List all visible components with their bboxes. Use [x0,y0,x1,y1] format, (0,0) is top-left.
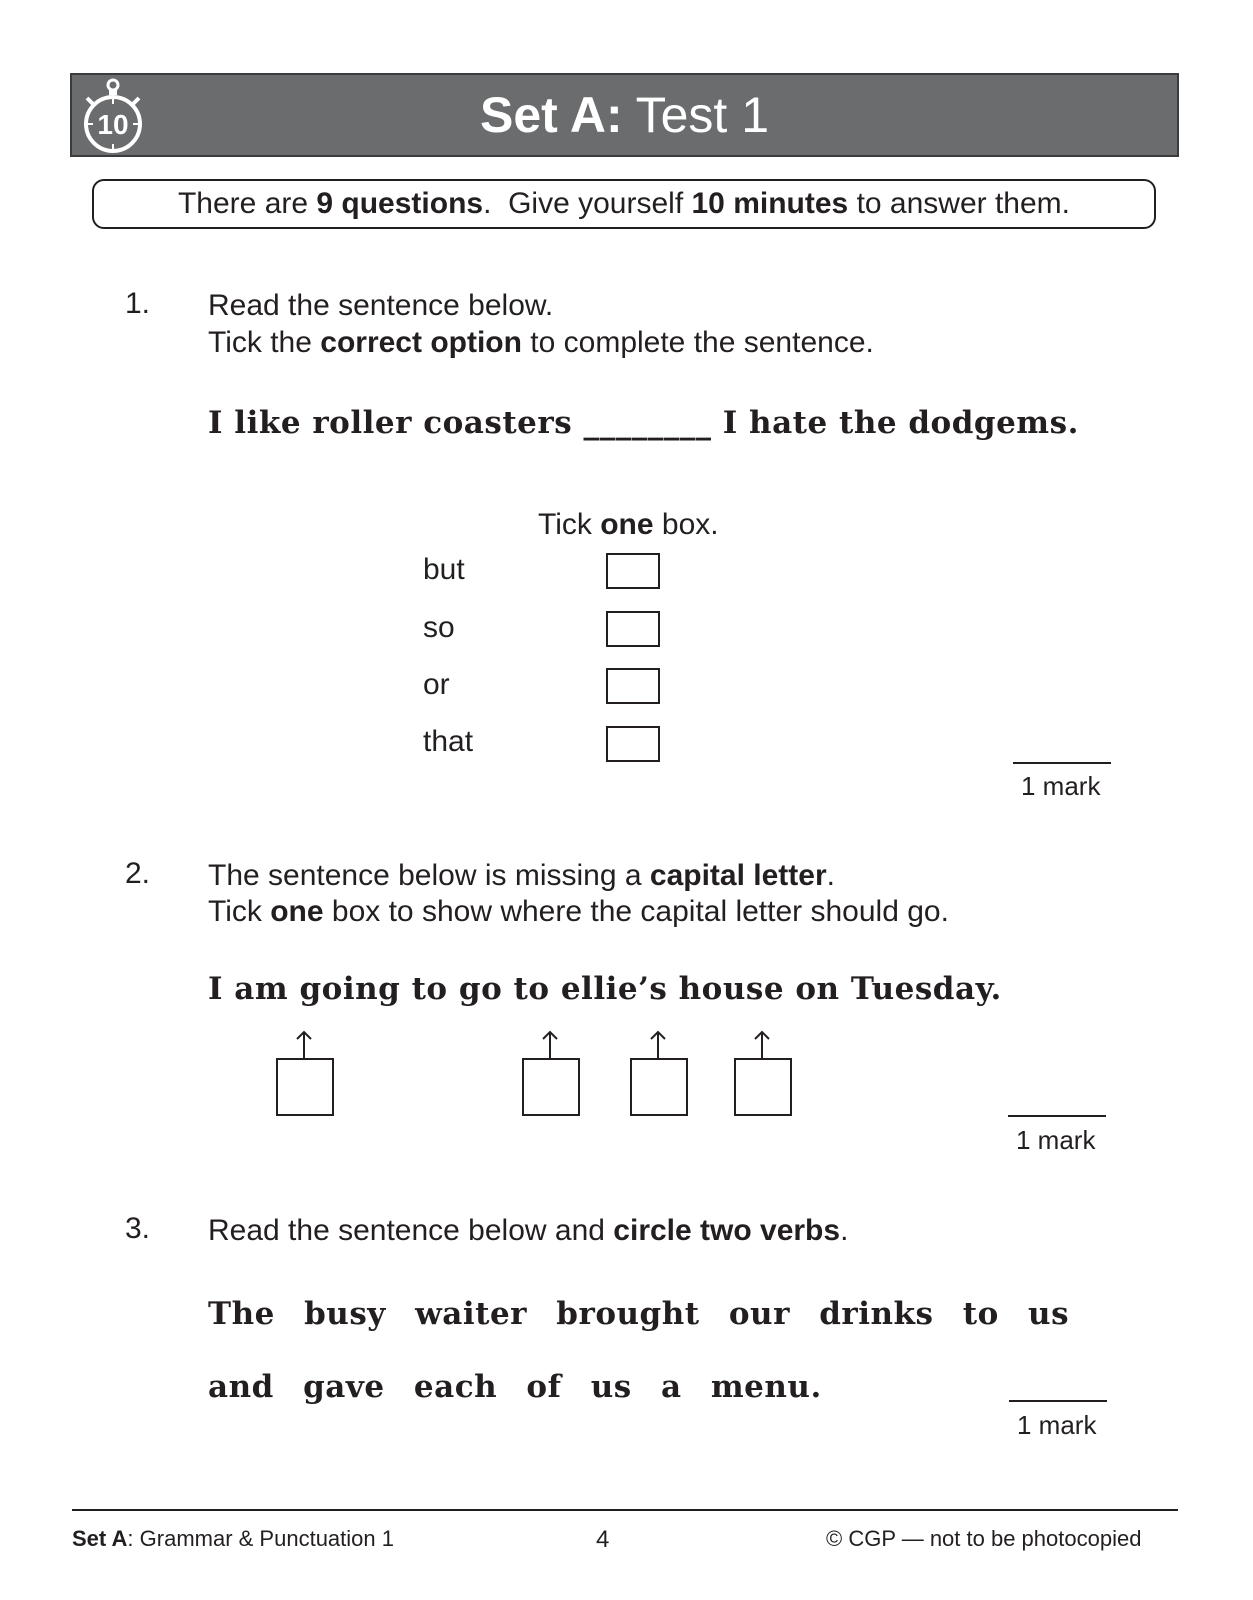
arrow-up-icon [648,1029,668,1059]
page-number: 4 [596,1526,610,1553]
tick-box-but[interactable] [606,553,660,589]
capital-box-1[interactable] [276,1058,334,1116]
tick-box-or[interactable] [606,668,660,704]
option-label: so [423,611,455,644]
info-text-2: . Give yourself [483,187,692,220]
capital-box-2[interactable] [522,1058,580,1116]
option-label: but [423,553,465,586]
question-1-sentence: I like roller coasters ________ I hate the dodgems. [208,405,1079,441]
option-label: or [423,668,450,701]
info-time-limit: 10 minutes [691,187,849,220]
capital-box-3[interactable] [630,1058,688,1116]
question-3-number: 3. [125,1212,151,1245]
mark-line [1008,1115,1106,1117]
question-1-line-2: Tick the correct option to complete the sentence. [208,326,874,359]
mark-label: 1 mark [1021,771,1101,801]
footer-left: Set A: Grammar & Punctuation 1 [72,1526,394,1551]
tick-one-instruction: Tick one box. [538,508,719,541]
tick-box-that[interactable] [606,726,660,762]
question-3-sentence-line-1: The busy waiter brought our drinks to us [208,1296,1070,1332]
footer-copyright: © CGP — not to be photocopied [826,1526,1142,1551]
tick-box-so[interactable] [606,611,660,647]
info-text-1: There are [177,187,317,220]
question-3-line-1: Read the sentence below and circle two verbs. [208,1214,849,1247]
mark-label: 1 mark [1017,1410,1097,1440]
arrow-up-icon [752,1029,772,1059]
timer-minutes: 10 [97,109,129,140]
info-question-count: 9 questions [316,187,484,220]
mark-line [1013,762,1111,764]
question-1-line-1: Read the sentence below. [208,289,554,322]
title-set: Set A: [480,87,623,143]
arrow-up-icon [540,1029,560,1059]
arrow-up-icon [294,1029,314,1059]
mark-label: 1 mark [1016,1125,1096,1155]
question-2-line-2: Tick one box to show where the capital letter should go. [208,895,949,928]
question-2-sentence: I am going to go to ellie’s house on Tuesday. [208,971,1002,1007]
option-label: that [423,725,474,758]
footer-divider [72,1509,1178,1511]
mark-line [1009,1400,1107,1402]
question-2-line-1: The sentence below is missing a capital letter. [208,859,835,892]
title-test: Test 1 [622,87,769,143]
capital-box-4[interactable] [734,1058,792,1116]
question-1-number: 1. [125,287,151,320]
question-3-sentence-line-2: and gave each of us a menu. [208,1369,822,1405]
page-title [70,73,1179,157]
info-text-3: to answer them. [848,187,1070,220]
question-2-number: 2. [125,857,151,890]
instructions-box [92,179,1156,229]
